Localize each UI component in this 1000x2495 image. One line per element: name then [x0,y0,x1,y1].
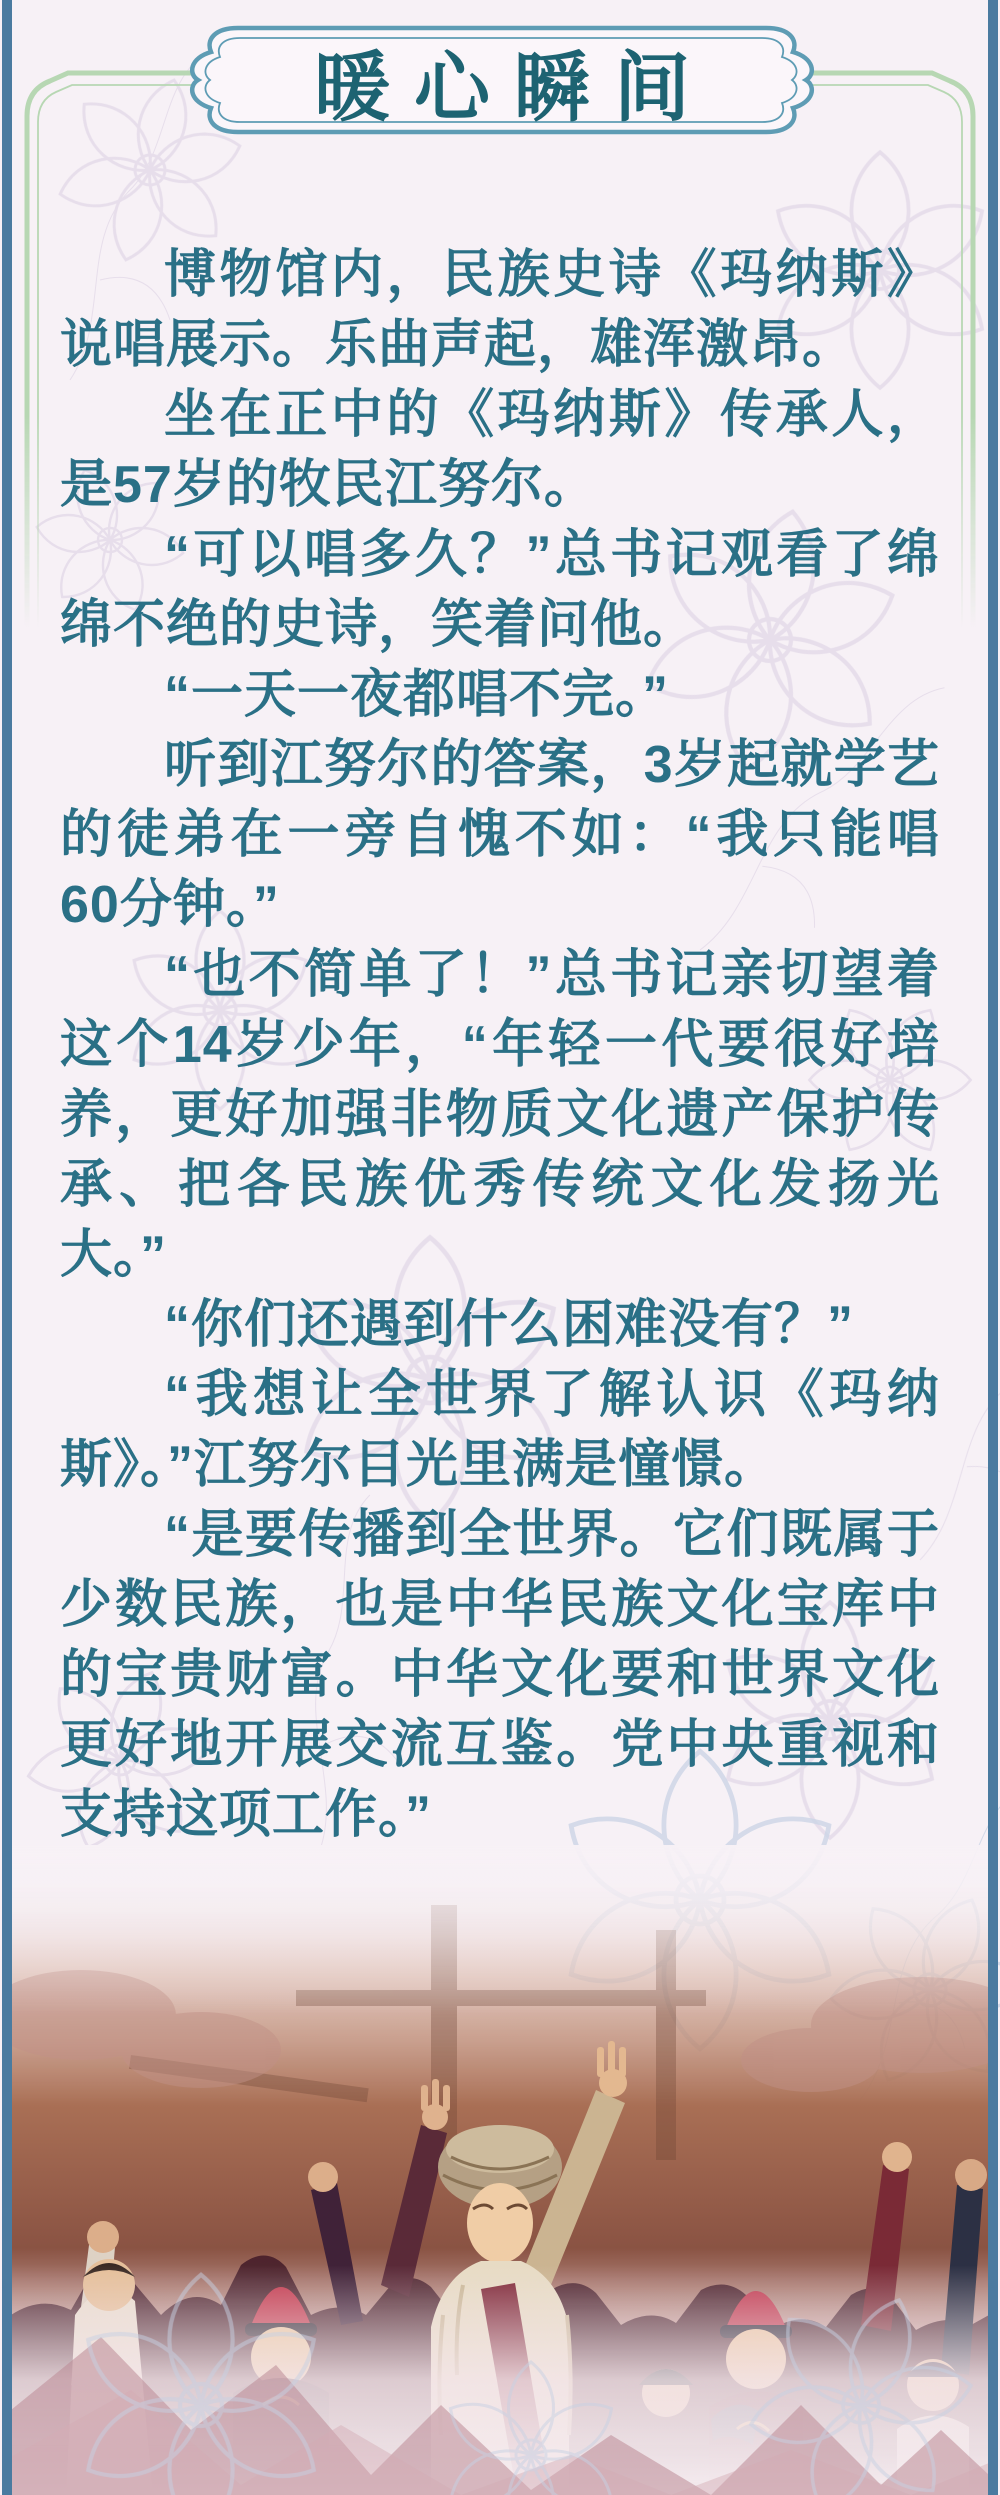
article-paragraph: “可以唱多久？”总书记观看了绵绵不绝的史诗，笑着问他。 [60,526,940,654]
page-title: 暖心瞬间 [314,42,714,132]
title-plaque [178,20,826,142]
photo-top-fade [11,1845,989,2015]
article-paragraph: “是要传播到全世界。它们既属于少数民族，也是中华民族文化宝库中的宝贵财富。中华文化要和世界文化更好地开展交流互鉴。党中央重视和支持这项工作。” [60,1506,940,1844]
article-paragraph: “一天一夜都唱不完。” [164,666,670,724]
performance-photo [11,1845,989,2495]
article-paragraph: “我想让全世界了解认识《玛纳斯》。”江努尔目光里满是憧憬。 [60,1366,940,1494]
article-paragraph: “你们还遇到什么困难没有？” [164,1296,855,1354]
article-paragraph: 听到江努尔的答案，3岁起就学艺的徒弟在一旁自愧不如：“我只能唱60分钟。” [60,736,940,934]
page-border-right [988,0,998,2495]
article-body [60,240,940,1850]
article-paragraph: 博物馆内，民族史诗《玛纳斯》说唱展示。乐曲声起，雄浑激昂。 [60,246,940,374]
article-paragraph: “也不简单了！”总书记亲切望着这个14岁少年，“年轻一代要很好培养，更好加强非物质文化遗产保护传承、把各民族优秀传统文化发扬光大。” [60,946,940,1284]
article-paragraph: 坐在正中的《玛纳斯》传承人，是57岁的牧民江努尔。 [60,386,940,514]
page-border-left [2,0,12,2495]
